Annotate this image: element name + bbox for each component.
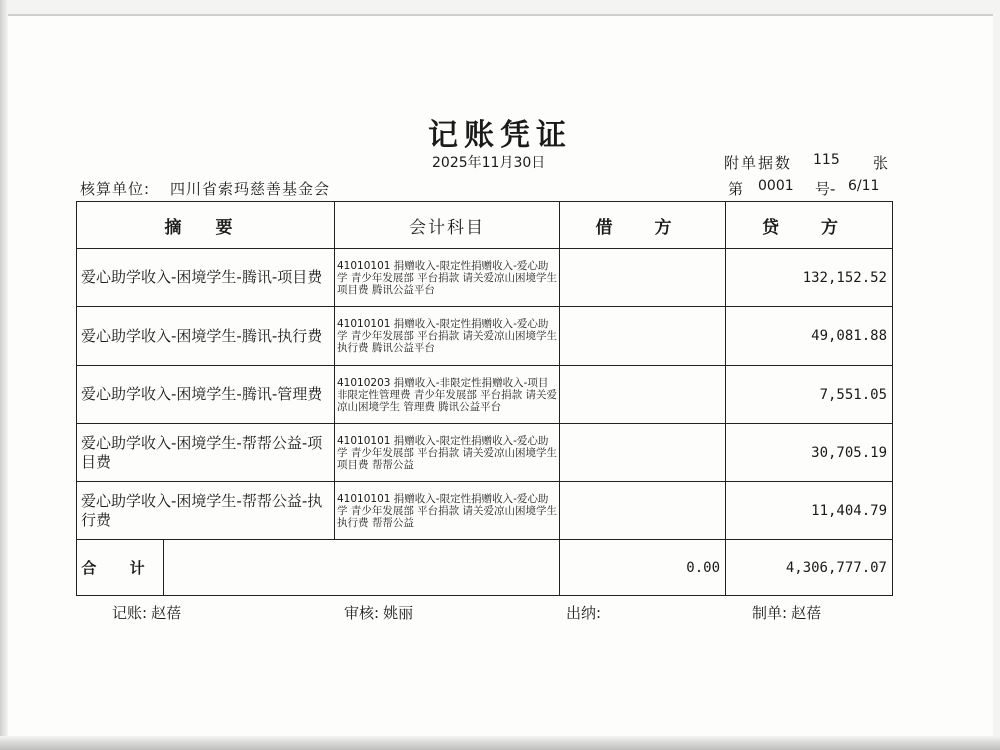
preparer-label: 制单: [752, 604, 788, 622]
entry-subject: 41010101 捐赠收入-限定性捐赠收入-爱心助学 青少年发展部 平台捐款 请关爱凉山困境学生 执行费 帮帮公益 [335, 482, 560, 540]
entry-credit: 49,081.88 [726, 307, 893, 366]
column-header-credit: 贷 方 [726, 202, 893, 249]
attachment-label: 附单据数 [724, 154, 793, 172]
entry-credit: 132,152.52 [726, 249, 893, 307]
entry-summary: 爱心助学收入-困境学生-腾讯-管理费 [77, 366, 335, 424]
entry-debit [560, 424, 726, 482]
bookkeeper-field [112, 602, 181, 623]
table-row [77, 249, 893, 307]
reviewer-field [344, 602, 413, 623]
table-row [77, 307, 893, 366]
scan-edge-bottom [0, 736, 1000, 750]
entry-debit [560, 249, 726, 307]
attachment-count: 115 [813, 152, 840, 168]
cashier-field [566, 602, 605, 623]
voucher-page: 6/11 [848, 178, 880, 194]
voucher-no-suffix: 号- [815, 180, 836, 198]
entry-subject: 41010101 捐赠收入-限定性捐赠收入-爱心助学 青少年发展部 平台捐款 请关爱凉山困境学生 项目费 腾讯公益平台 [335, 249, 560, 307]
accounting-unit-name: 四川省索玛慈善基金会 [170, 180, 331, 198]
accounting-unit-label: 核算单位: [80, 180, 151, 198]
entry-credit: 11,404.79 [726, 482, 893, 540]
table-row [77, 424, 893, 482]
reviewer-label: 审核: [344, 604, 380, 622]
table-row [77, 482, 893, 540]
cashier-label: 出纳: [566, 604, 602, 622]
entry-summary: 爱心助学收入-困境学生-腾讯-项目费 [77, 249, 335, 307]
table-row [77, 366, 893, 424]
entry-credit: 30,705.19 [726, 424, 893, 482]
column-header-subject: 会计科目 [335, 202, 560, 249]
total-cell [77, 540, 560, 596]
entry-credit: 7,551.05 [726, 366, 893, 424]
voucher-no-prefix: 第 [728, 180, 744, 198]
total-debit: 0.00 [560, 540, 726, 596]
voucher-date: 2025年11月30日 [432, 155, 546, 171]
entry-summary: 爱心助学收入-困境学生-帮帮公益-执行费 [77, 482, 335, 540]
total-credit: 4,306,777.07 [726, 540, 893, 596]
voucher-title: 记账凭证 [428, 118, 572, 153]
total-label: 合 计 [77, 540, 164, 595]
preparer-name: 赵蓓 [791, 604, 822, 622]
bookkeeper-name: 赵蓓 [151, 604, 182, 622]
table-header-row [77, 202, 893, 249]
voucher-table [76, 201, 893, 596]
preparer-field [752, 602, 821, 623]
entry-subject: 41010101 捐赠收入-限定性捐赠收入-爱心助学 青少年发展部 平台捐款 请关爱凉山困境学生 项目费 帮帮公益 [335, 424, 560, 482]
entry-subject: 41010101 捐赠收入-限定性捐赠收入-爱心助学 青少年发展部 平台捐款 请关爱凉山困境学生 执行费 腾讯公益平台 [335, 307, 560, 366]
entry-debit [560, 366, 726, 424]
total-blank [164, 540, 559, 595]
entry-debit [560, 307, 726, 366]
reviewer-name: 姚丽 [383, 604, 414, 622]
entry-debit [560, 482, 726, 540]
entry-summary: 爱心助学收入-困境学生-腾讯-执行费 [77, 307, 335, 366]
entry-summary: 爱心助学收入-困境学生-帮帮公益-项目费 [77, 424, 335, 482]
total-row [77, 540, 893, 596]
bookkeeper-label: 记账: [112, 604, 148, 622]
attachment-unit: 张 [873, 154, 889, 172]
column-header-debit: 借 方 [560, 202, 726, 249]
entry-subject: 41010203 捐赠收入-非限定性捐赠收入-项目非限定性管理费 青少年发展部 平台捐款 请关爱凉山困境学生 管理费 腾讯公益平台 [335, 366, 560, 424]
voucher-number: 0001 [758, 178, 794, 194]
column-header-summary: 摘 要 [77, 202, 335, 249]
